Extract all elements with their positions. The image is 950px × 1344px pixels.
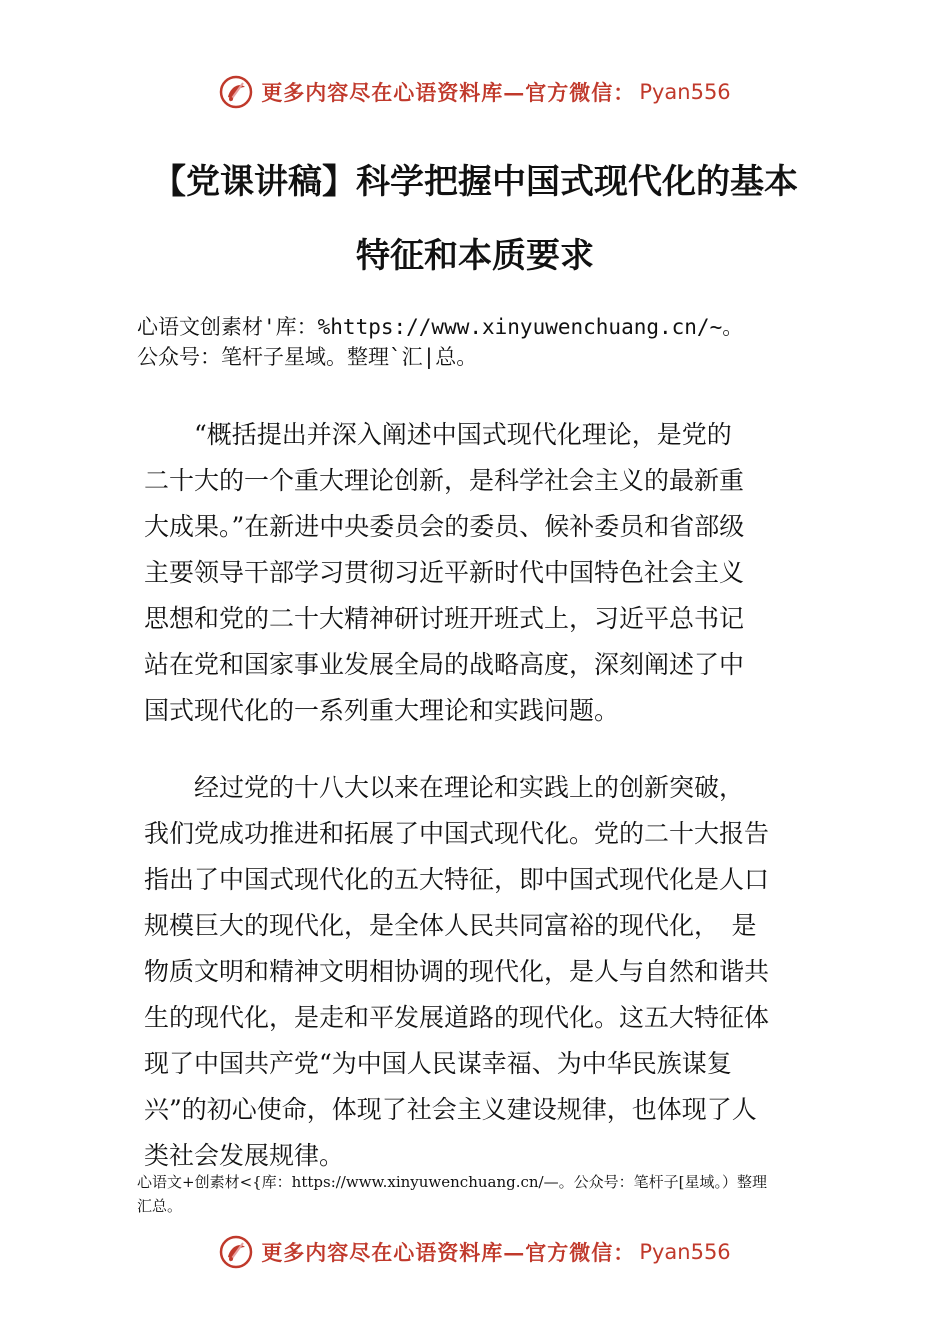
paragraph-line: 我们党成功推进和拓展了中国式现代化。党的二十大报告: [144, 819, 770, 848]
footnote-line-2: 汇总。: [137, 1197, 183, 1215]
paragraph-line: 生的现代化，是走和平发展道路的现代化。这五大特征体: [144, 1003, 770, 1032]
paragraph-line: 现了中国共产党“为中国人民谋幸福、为中华民族谋复: [144, 1049, 732, 1078]
paragraph-line: 规模巨大的现代化，是全体人民共同富裕的现代化， 是: [144, 911, 757, 940]
banner-wechat-id: Pyan556: [639, 1240, 731, 1264]
paragraph-2: [144, 765, 834, 1179]
brand-logo-icon: [219, 1235, 253, 1269]
document-title-line-1: 【党课讲稿】科学把握中国式现代化的基本: [152, 162, 798, 202]
footnote-line-1: 心语文+创素材<{库：https://www.xinyuwenchuang.cn/—。公众号：笔杆子[星域。）整理: [137, 1173, 767, 1191]
banner-wechat-id: Pyan556: [639, 80, 731, 104]
paragraph-line: 类社会发展规律。: [144, 1141, 345, 1170]
banner-text: 更多内容尽在心语资料库—官方微信：: [261, 80, 636, 105]
paragraph-1: [144, 412, 834, 734]
paragraph-line: 思想和党的二十大精神研讨班开班式上，习近平总书记: [144, 604, 745, 633]
paragraph-line: 国式现代化的一系列重大理论和实践问题。: [144, 696, 620, 725]
document-title-line-2: 特征和本质要求: [356, 236, 594, 276]
paragraph-line: “概括提出并深入阐述中国式现代化理论，是党的: [144, 420, 732, 449]
paragraph-line: 指出了中国式现代化的五大特征，即中国式现代化是人口: [144, 865, 770, 894]
source-line-2: 公众号：笔杆子星域。整理`汇|总。: [137, 345, 478, 369]
source-line-1: 心语文创素材'库：%https://www.xinyuwenchuang.cn/~。: [137, 315, 744, 339]
paragraph-line: 二十大的一个重大理论创新，是科学社会主义的最新重: [144, 466, 745, 495]
paragraph-line: 兴”的初心使命，体现了社会主义建设规律，也体现了人: [144, 1095, 757, 1124]
paragraph-line: 物质文明和精神文明相协调的现代化，是人与自然和谐共: [144, 957, 770, 986]
paragraph-line: 经过党的十八大以来在理论和实践上的创新突破，: [144, 773, 745, 802]
banner-text: 更多内容尽在心语资料库—官方微信：: [261, 1240, 636, 1265]
brand-logo-icon: [219, 75, 253, 109]
paragraph-line: 站在党和国家事业发展全局的战略高度，深刻阐述了中: [144, 650, 745, 679]
paragraph-line: 大成果。”在新进中央委员会的委员、候补委员和省部级: [144, 512, 745, 541]
header-banner: [0, 72, 950, 112]
footer-banner: [0, 1232, 950, 1272]
paragraph-line: 主要领导干部学习贯彻习近平新时代中国特色社会主义: [144, 558, 745, 587]
